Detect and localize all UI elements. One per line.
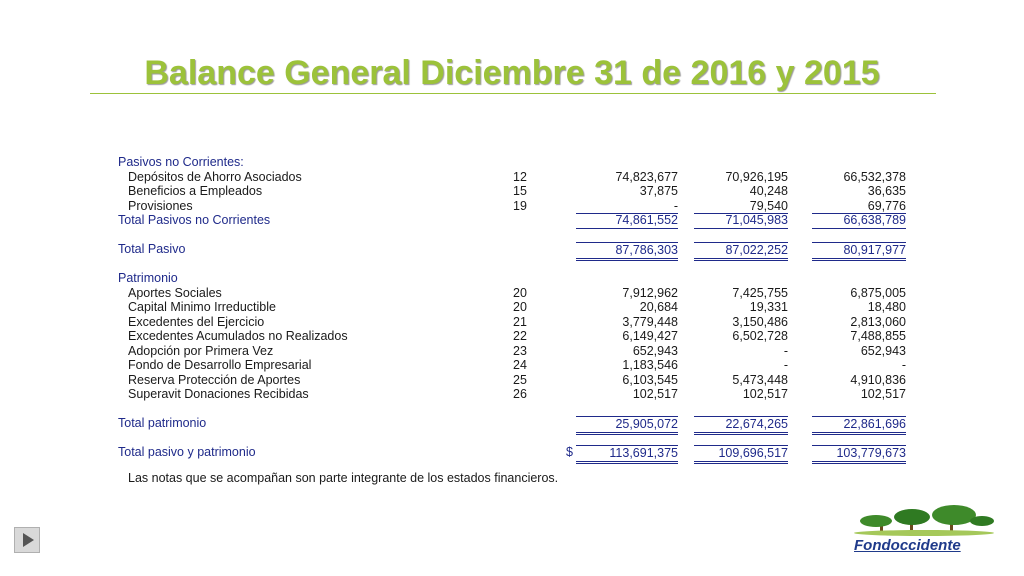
value-2016: 20,684 (639, 300, 678, 314)
row-label: Total Pasivo (118, 242, 186, 256)
total-row (118, 416, 918, 431)
row-note: 22 (513, 329, 527, 343)
row-note: 20 (513, 285, 527, 300)
row-note: 24 (513, 358, 527, 372)
value-2016: 113,691,375 (576, 445, 678, 464)
value-2015: 87,022,252 (694, 242, 788, 261)
row-label: Depósitos de Ahorro Asociados (128, 169, 302, 184)
value-2015: 79,540 (694, 199, 788, 215)
value-2015: 71,045,983 (694, 213, 788, 229)
table-row (118, 286, 918, 301)
value-2016: 102,517 (632, 387, 678, 401)
value-prior: 22,861,696 (812, 416, 906, 435)
table-row (118, 373, 918, 388)
value-2015: 7,425,755 (732, 285, 788, 300)
row-label: Excedentes Acumulados no Realizados (128, 329, 348, 343)
title-underline (90, 93, 936, 94)
value-2016: 74,823,677 (615, 169, 678, 184)
value-2016: 6,103,545 (622, 372, 678, 387)
value-2016: - (576, 199, 678, 215)
value-prior: 18,480 (867, 300, 906, 314)
value-prior: - (901, 358, 906, 372)
row-note: 15 (513, 184, 527, 198)
currency-symbol: $ (566, 445, 573, 459)
section-heading: Pasivos no Corrientes: (118, 155, 244, 169)
value-2015: 19,331 (749, 300, 788, 314)
footnote: Las notas que se acompañan son parte integrante de los estados financieros. (128, 471, 559, 485)
value-prior: 103,779,673 (812, 445, 906, 464)
table-row (118, 329, 918, 344)
value-2016: 6,149,427 (622, 329, 678, 343)
row-note: 23 (513, 343, 527, 358)
table-row (118, 387, 918, 402)
page-title: Balance General Diciembre 31 de 2016 y 2015 (144, 54, 880, 92)
value-2015: - (783, 358, 788, 372)
value-2016: 1,183,546 (622, 358, 678, 372)
value-2015: 6,502,728 (732, 329, 788, 343)
row-label: Capital Minimo Irreductible (128, 300, 276, 314)
row-note: 21 (513, 314, 527, 329)
table-row (118, 358, 918, 373)
value-prior: 66,638,789 (812, 213, 906, 229)
value-prior: 652,943 (860, 343, 906, 358)
row-label: Aportes Sociales (128, 285, 222, 300)
row-note: 25 (513, 372, 527, 387)
table-row (118, 199, 918, 214)
row-label: Adopción por Primera Vez (128, 343, 274, 358)
row-label: Fondo de Desarrollo Empresarial (128, 358, 312, 372)
value-2015: - (783, 343, 788, 358)
row-label: Total pasivo y patrimonio (118, 445, 256, 459)
value-2015: 109,696,517 (694, 445, 788, 464)
row-label: Beneficios a Empleados (128, 184, 263, 198)
value-2015: 40,248 (749, 184, 788, 198)
value-prior: 69,776 (812, 199, 906, 215)
value-prior: 2,813,060 (850, 314, 906, 329)
value-2015: 22,674,265 (694, 416, 788, 435)
value-prior: 7,488,855 (850, 329, 906, 343)
value-2015: 3,150,486 (732, 314, 788, 329)
grand-total-row (118, 445, 918, 460)
value-prior: 102,517 (860, 387, 906, 401)
value-2016: 87,786,303 (576, 242, 678, 261)
value-2016: 37,875 (639, 184, 678, 198)
total-row (118, 213, 918, 228)
row-note: 20 (513, 300, 527, 314)
value-2015: 5,473,448 (732, 372, 788, 387)
row-label: Total Pasivos no Corrientes (118, 213, 271, 227)
table-row (118, 170, 918, 185)
value-prior: 6,875,005 (850, 285, 906, 300)
balance-table (118, 155, 918, 460)
row-note: 26 (513, 387, 527, 401)
value-prior: 80,917,977 (812, 242, 906, 261)
value-2016: 7,912,962 (622, 285, 678, 300)
value-prior: 66,532,378 (843, 169, 906, 184)
table-row (118, 184, 918, 199)
row-note: 19 (513, 198, 527, 213)
row-label: Reserva Protección de Aportes (128, 372, 301, 387)
value-2016: 652,943 (632, 343, 678, 358)
value-2015: 70,926,195 (725, 169, 788, 184)
play-icon[interactable] (14, 527, 40, 553)
section-heading: Patrimonio (118, 271, 178, 285)
value-2016: 74,861,552 (576, 213, 678, 229)
value-2015: 102,517 (742, 387, 788, 401)
row-label: Provisiones (128, 198, 193, 213)
row-label: Total patrimonio (118, 416, 207, 430)
table-row (118, 344, 918, 359)
value-2016: 3,779,448 (622, 314, 678, 329)
value-prior: 36,635 (867, 184, 906, 198)
total-row (118, 242, 918, 257)
row-note: 12 (513, 169, 527, 184)
table-row (118, 315, 918, 330)
row-label: Excedentes del Ejercicio (128, 314, 265, 329)
brand-name: Fondoccidente (854, 537, 961, 554)
table-row (118, 300, 918, 315)
row-label: Superavit Donaciones Recibidas (128, 387, 309, 401)
value-prior: 4,910,836 (850, 372, 906, 387)
value-2016: 25,905,072 (576, 416, 678, 435)
